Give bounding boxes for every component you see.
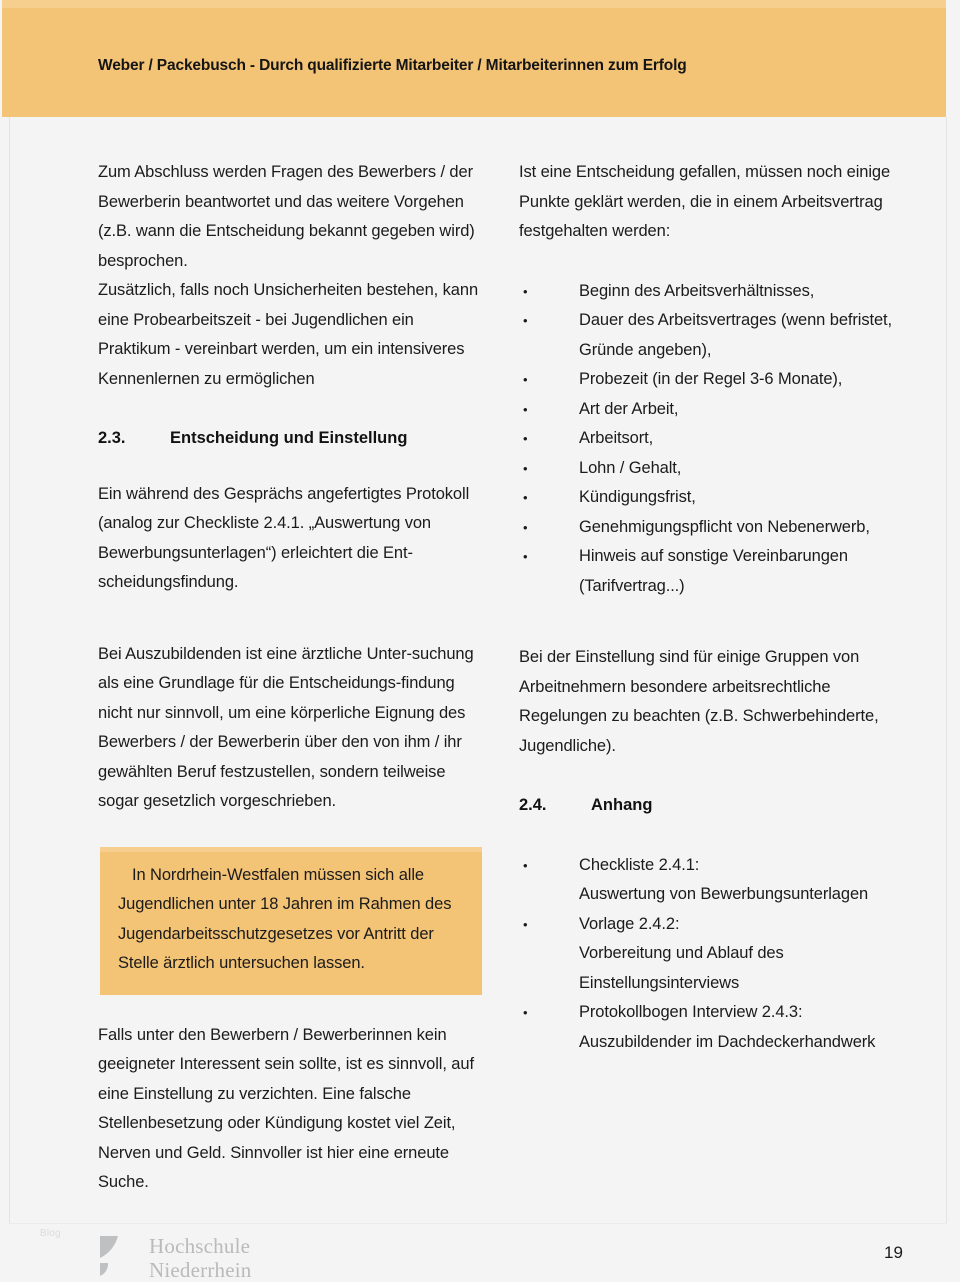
list-item-label: Vorlage 2.4.2: xyxy=(579,914,680,933)
logo-line-2: Niederrhein xyxy=(149,1258,252,1282)
left-paragraph-3: Ein während des Gesprächs angefertigtes Protokoll (analog zur Checkliste 2.4.1. „Auswertung von Bewerbungsunterlagen“) erleichtert die Ent-scheidungsfindung. xyxy=(98,484,470,591)
spacer xyxy=(98,995,490,1021)
bullet-icon: • xyxy=(523,460,528,476)
appendix-list xyxy=(519,851,917,1058)
bullet-icon: • xyxy=(523,857,528,873)
spacer xyxy=(519,821,917,851)
hochschule-arc-icon-svg xyxy=(98,1234,140,1278)
spacer xyxy=(98,394,490,424)
bullet-icon: • xyxy=(523,490,528,505)
list-item-label: Kündigungsfrist, xyxy=(579,488,696,506)
list-item xyxy=(519,365,917,395)
bullet-icon: • xyxy=(523,916,528,932)
list-item-label: Auszubildender im Dachdeckerhandwerk xyxy=(579,1032,876,1051)
logo-line-1: Hochschule xyxy=(149,1234,251,1258)
bullet-icon: • xyxy=(523,549,528,564)
left-paragraph-5: Falls unter den Bewerbern / Bewerberinnen kein geeigneter Interessent sein sollte, ist es sinnvoll, auf eine Einstellung zu verzichten. Eine falsche Stellenbesetzung oder Kündigung kostet viel Zeit, Nerven und Geld. Sinnvoller ist hier eine erneute Suche. xyxy=(98,1025,474,1191)
bullet-icon: • xyxy=(523,431,528,446)
spacer xyxy=(98,817,490,847)
bullet-icon: • xyxy=(523,1005,528,1020)
hochschule-wordmark xyxy=(149,1234,251,1282)
section-heading-2-3-number: 2.3. xyxy=(98,429,126,447)
list-item-label: Probezeit (in der Regel 3-6 Monate), xyxy=(579,370,843,388)
list-item xyxy=(519,454,917,484)
right-column xyxy=(519,158,917,1057)
callout-sheen xyxy=(100,847,482,852)
bullet-icon: • xyxy=(523,313,528,328)
list-item-label: Einstellungsinterviews xyxy=(579,973,740,992)
list-item-label: Dauer des Arbeitsvertrages (wenn befristet, Gründe angeben), xyxy=(579,311,893,359)
highlight-callout-text: In Nordrhein-Westfalen müssen sich alle Jugendlichen unter 18 Jahren im Rahmen des Jugendarbeitsschutzgesetzes vor Antritt der Stelle ärztlich untersuchen lassen. xyxy=(118,865,452,972)
bullet-icon: • xyxy=(523,519,528,535)
list-item xyxy=(519,542,917,601)
list-item-label: Checkliste 2.4.1: xyxy=(579,855,700,874)
list-item xyxy=(519,998,917,1057)
list-item xyxy=(519,851,917,910)
list-item-label: Art der Arbeit, xyxy=(579,399,679,418)
hochschule-arc-icon xyxy=(98,1234,140,1278)
list-item xyxy=(519,910,917,999)
running-header-title: Weber / Packebusch - Durch qualifizierte Mitarbeiter / Mitarbeiterinnen zum Erfolg xyxy=(98,57,687,74)
list-item xyxy=(519,306,917,365)
left-paragraph-1: Zum Abschluss werden Fragen des Bewerbers / der Bewerberin beantwortet und das weitere Vorgehen (z.B. wann die Entscheidung bekannt gegeben wird) besprochen. xyxy=(98,163,475,270)
page-number: 19 xyxy=(884,1243,903,1262)
list-item xyxy=(519,277,917,307)
left-column xyxy=(98,158,490,1198)
spacer xyxy=(519,601,917,643)
list-item xyxy=(519,483,917,513)
bullet-icon: • xyxy=(523,372,528,387)
list-item-label: Auswertung von Bewerbungsunterlagen xyxy=(579,885,869,903)
right-paragraph-1: Ist eine Entscheidung gefallen, müssen noch einige Punkte geklärt werden, die in einem Arbeitsvertrag festgehalten werden: xyxy=(519,163,891,240)
spacer xyxy=(519,761,917,791)
list-item xyxy=(519,424,917,454)
highlight-callout-box xyxy=(100,847,482,995)
right-paragraph-2: Bei der Einstellung sind für einige Gruppen von Arbeitnehmern besondere arbeitsrechtliche Regelungen zu beachten (z.B. Schwerbehinderte, Jugendliche). xyxy=(519,648,879,755)
list-item-label: Hinweis auf sonstige Vereinbarungen (Tarifvertrag...) xyxy=(579,547,848,595)
left-paragraph-2: Zusätzlich, falls noch Unsicherheiten bestehen, kann eine Probearbeitszeit - bei Jugendlichen ein Praktikum - vereinbart werden, um ein intensiveres Kennenlernen zu ermöglichen xyxy=(98,281,479,388)
left-paragraph-4: Bei Auszubildenden ist eine ärztliche Unter-suchung als eine Grundlage für die Entscheidungs-findung nicht nur sinnvoll, um eine körperliche Eignung des Bewerbers / der Bewerberin über den von ihm / ihr gewählten Beruf festzustellen, sondern teilweise sogar gesetzlich vorgeschrieben. xyxy=(98,644,474,810)
section-heading-2-3 xyxy=(98,424,490,454)
list-item-label: Vorbereitung und Ablauf des xyxy=(579,944,784,962)
list-item xyxy=(519,395,917,425)
page-edge-left xyxy=(9,117,10,1223)
list-item-label: Beginn des Arbeitsverhältnisses, xyxy=(579,281,815,300)
blog-watermark: Blog xyxy=(40,1228,61,1239)
bullet-icon: • xyxy=(523,283,528,299)
section-heading-2-4-text: Anhang xyxy=(591,796,653,814)
header-band-sheen xyxy=(2,0,946,8)
list-item-label: Lohn / Gehalt, xyxy=(579,458,682,477)
page-edge-right xyxy=(946,117,947,1223)
list-item xyxy=(519,513,917,543)
section-heading-2-4 xyxy=(519,791,917,821)
section-heading-2-3-text: Entscheidung und Einstellung xyxy=(170,429,408,447)
section-heading-2-4-number: 2.4. xyxy=(519,796,547,814)
list-item-label: Arbeitsort, xyxy=(579,429,654,447)
list-item-label: Genehmigungspflicht von Nebenerwerb, xyxy=(579,517,870,536)
list-item-label: Protokollbogen Interview 2.4.3: xyxy=(579,1003,803,1021)
bullet-icon: • xyxy=(523,401,528,417)
spacer xyxy=(519,247,917,277)
spacer xyxy=(98,454,490,480)
spacer xyxy=(98,598,490,640)
hochschule-niederrhein-logo xyxy=(98,1234,251,1282)
contract-points-list xyxy=(519,277,917,602)
footer-rule xyxy=(9,1223,947,1224)
